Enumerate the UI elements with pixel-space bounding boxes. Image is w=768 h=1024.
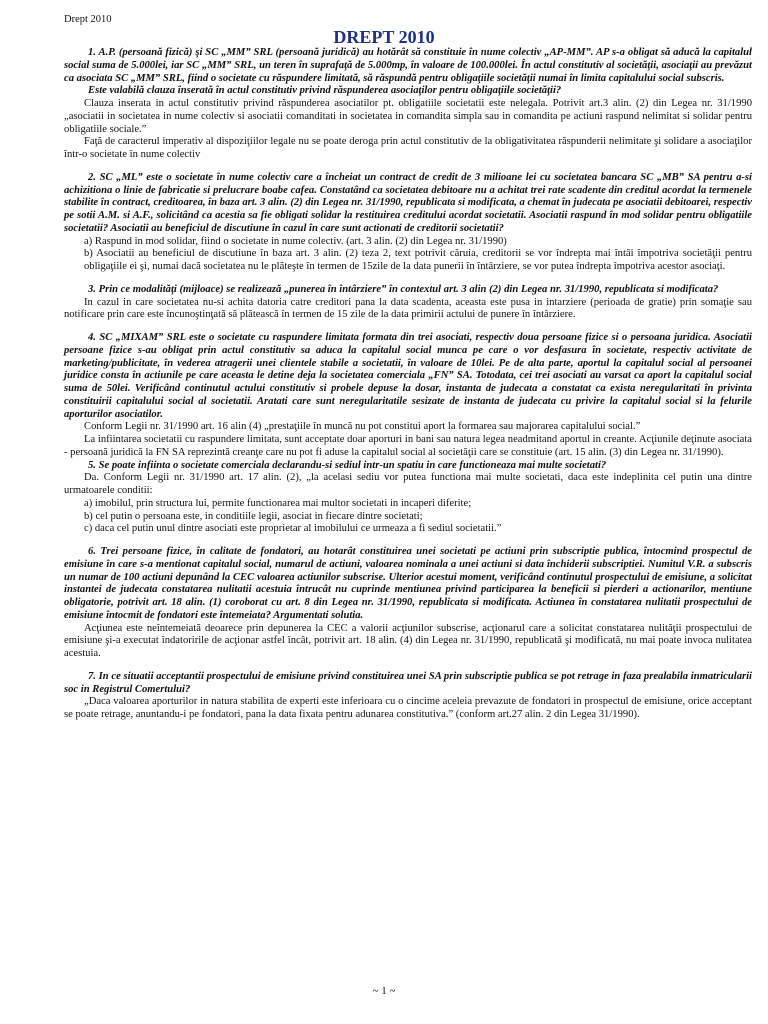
question-text: 1. A.P. (persoană fizică) şi SC „MM” SRL (persoană juridică) au hotărât să constituie în nume colectiv „AP-MM”. AP s-a obligat să aducă la capitalul social suma de 5.000lei, iar SC „MM” SRL, un teren în suprafaţă de 5.000mp, în valoare de 100.000lei. În actul constitutiv al societăţii, asociaţii au prevăzut ca asociata SC „MM” SRL, fiind o societate cu răspundere limitată, să răspundă pentru obligaţiile societăţii numai în limita capitalului social subscris.	[64, 47, 752, 84]
question-text: 7. In ce situatii acceptantii prospectului de emisiune privind constituirea unei SA prin subscriptie publica se pot retrage in faza prealabila inmatricularii soc in Registrul Comertului?	[64, 670, 752, 695]
answer-paragraph: Faţă de caracterul imperativ al dispoziţiilor legale nu se poate deroga prin actul constitutiv de la obligativitatea răspunderii nelimitate şi solidare a asociaţilor într-o societate în nume colectiv	[64, 136, 752, 160]
question-text: 2. SC „ML” este o societate în nume colectiv care a încheiat un contract de credit de 3 milioane lei cu societatea bancara SC „MB” SA pentru a-si achizitiona o linie de fabricatie si prelucrare boabe cafea. Constatând ca societatea debitoare nu a achitat trei rate scadente din creditul acordat la termenele stabilite în contract, creditoarea, în baza art. 3 alin. (2) din Legea nr. 31/1990, republicata si modificata, a chemat în judecata pe asociatii debitoarei, respectiv pe sotii A.M. si A.F., solicitând ca acestia sa fie obligati solidar la restituirea creditului acordat societatii. Asociatii raspund în mod solidar pentru obligatiile societatii? Asociatii au beneficiul de discutiune în cazul în care sunt actionati de creditorii societatii?	[64, 171, 752, 234]
question-2	[64, 172, 752, 274]
answer-item: a) imobilul, prin structura lui, permite functionarea mai multor societati in incaperi diferite;	[84, 497, 472, 509]
question-7	[64, 671, 752, 722]
answer-paragraph: In cazul in care societatea nu-si achita datoria catre creditori pana la data scadenta, aceasta este pusa in intarziere (perioada de gratie) prin somaţie sau notificare prin care este încunoştinţată să plătească în termen de 15 zile de la data primirii actului de punere în întârziere.	[64, 296, 752, 321]
running-header: Drept 2010	[64, 14, 112, 25]
answer-paragraph: „Daca valoarea aporturilor in natura stabilita de experti este inferioara cu o cincime aceleia prevazute de fondatori in prospectul de emisiune, orice acceptant se poate retrage, anuntandu-i pe fondatori, pana la data fixata pentru adunarea constitutiva.” (conform art.27 alin. 2 din Legea 31/1990).	[64, 696, 752, 720]
question-text: 5. Se poate infiinta o societate comerciala declarandu-si sediul intr-un spatiu in care functioneaza mai multe societati?	[88, 459, 607, 471]
question-text: 3. Prin ce modalităţi (mijloace) se realizează „punerea în întârziere” în contextul art. 3 alin (2) din Legea nr. 31/1990, republicata si modificata?	[88, 283, 719, 295]
answer-item: c) daca cel putin unul dintre asociati este proprietar al imobilului ce urmeaza a fi sediul societatii.”	[84, 523, 502, 535]
answer-paragraph: La infiintarea societatii cu raspundere limitata, sunt acceptate doar aporturi in bani sau natura legea neadmitand aportul in creante. Acţiunile deţinute asociata - persoană juridică la FN SA reprezintă creanţe care nu pot fi aduse la capitalul social al societăţii care se constituie (art. 15 alin. (3) din Legea nr. 31/1990).	[64, 434, 752, 458]
question-6	[64, 546, 752, 661]
question-text: 4. SC „MIXAM” SRL este o societate cu raspundere limitata formata din trei asociati, respectiv doua persoane fizice si o persoana juridica. Asociatii persoane fizice s-au obligat prin actul constitutiv sa aduca la capitalul social munca pe care o vor desfasura în societate, respectiv activitate de marketing/publicitate, în vederea atragerii unei clientele stabile a societatii, în valoare de 10lei. Pe de alta parte, aportul la capitalul social al persoanei juridice consta în actiunile pe care aceasta le detine deja la societatea comerciala „FN” SA. Totodata, cei trei asociati au varsat ca aport la capitalul social suma de 50lei. Verificând continutul actului constitutiv si probele depuse la dosar, instanta de judecata a constatat ca exista neregularitati în privinta constituirii capitalului social al societatii. Aratati care sunt neregularitatile sesizate de instanta de judecata cu privire la capitalul social si la felurile aporturilor asociatilor.	[64, 332, 752, 420]
question-3	[64, 284, 752, 322]
question-text: 6. Trei persoane fizice, în calitate de fondatori, au hotarât constituirea unei societati pe actiuni prin subscriptie publica, întocmind prospectul de emisiune în care s-a mentionat capitalul social, numarul de actiuni, valoarea nominala a unei actiuni si data închiderii subscriptiei. Numitul V.R. a subscris un numar de 100 actiuni depunând la CEC valoarea actiunilor subscrise. Ulterior acestui moment, verificând continutul prospectului de emisiune, a solicitat instantei de judecata constatarea nulitatii acestuia întrucât nu cuprinde mentiunea privind participarea la beneficii si pierderi a actionarilor, mentiune obligatorie, potrivit art. 18 alin. (1) coroborat cu art. 8 din Legea nr. 31/1990, republicata si modificata. Actiunea în constatarea nulitatii prospectului de emisiune întocmit de fondatori este întemeiata? Argumentati solutia.	[64, 546, 752, 621]
answer-paragraph: Acţiunea este neîntemeiată deoarece prin depunerea la CEC a valorii acţiunilor subscrise, acţionarul care a solicitat constatarea nulităţii prospectului de emisiune şi-a executat îndatoririle de acţionar astfel încât, potrivit art. 18 alin. (4) din Legea nr. 31/1990, republicată şi modificată, nu mai poate invoca nulitatea acestuia.	[64, 622, 752, 659]
answer-item: b) cel putin o persoana este, in conditiile legii, asociat in fiecare dintre societati;	[84, 510, 423, 522]
question-5	[64, 460, 752, 537]
answer-item: a) Raspund in mod solidar, fiind o societate in nume colectiv. (art. 3 alin. (2) din Legea nr. 31/1990)	[84, 235, 507, 247]
answer-item: b) Asociatii au beneficiul de discutiune în baza art. 3 alin. (2) teza 2, text potrivit căruia, creditorii se vor îndrepta mai întâi împotriva societăţii pentru obligaţiile ei şi, numai dacă societatea nu le plăteşte în termen de 15zile de la data punerii în întârziere, se vor putea îndrepta împotriva acestor asociaţi.	[84, 248, 752, 272]
answer-paragraph: Conform Legii nr. 31/1990 art. 16 alin (4) „prestaţiile în muncă nu pot constitui aport la formarea sau majorarea capitalului social.”	[84, 421, 641, 433]
page-title: DREPT 2010	[333, 27, 435, 47]
question-subtext: Este valabilă clauza înserată în actul constitutiv privind răspunderea asociaţilor pentru obligaţiile societăţii?	[88, 85, 562, 97]
page-number: ~ 1 ~	[372, 985, 396, 997]
document-body	[64, 47, 752, 722]
answer-paragraph: Da. Conform Legii nr. 31/1990 art. 17 alin. (2), „la acelasi sediu vor putea functiona mai multe societati, daca este indeplinita cel putin una dintre urmatoarele conditii:	[64, 472, 752, 496]
answer-paragraph: Clauza inserata in actul constitutiv privind răspunderea asociatilor pt. obligatiile societatii este nelegala. Potrivit art.3 alin. (2) din Legea nr. 31/1990 „asociatii in societatea in nume colectiv si asociatii comanditati in societatea in comandita simpla sau in comandita pe actiuni raspund nelimitat si solidar pentru obligatiile sociale.”	[64, 98, 752, 135]
question-4	[64, 332, 752, 460]
question-1	[64, 47, 752, 162]
